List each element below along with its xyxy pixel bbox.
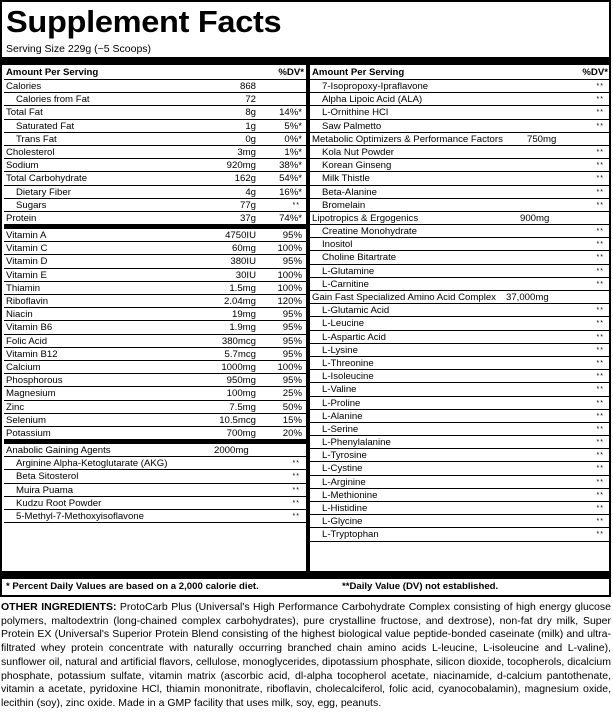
vitamin-dv: 120% [277,296,302,307]
nutrient-dv: 38%* [279,160,302,172]
ingredient-dv: ** [596,425,604,433]
vitamin-dv: 95% [282,256,302,268]
vitamin-name: Zinc [6,401,25,413]
vitamin-dv: 95% [282,375,302,387]
list-item [310,436,610,449]
vitamin-dv: 95% [282,309,302,321]
list-item [310,502,610,515]
vitamin-dv: 100% [277,269,302,281]
list-item [310,410,610,423]
amount-header: Amount Per Serving [312,67,405,78]
list-item [310,159,610,172]
vitamin-name: Thiamin [6,282,41,294]
vitamin-name: Riboflavin [6,296,49,307]
vitamin-name: Calcium [6,361,41,373]
list-item [310,225,610,238]
blend-name: Metabolic Optimizers & Performance Factors [312,133,503,145]
ingredient-dv: ** [596,505,604,512]
ingredient-dv: ** [596,412,604,420]
vitamin-amount: 10.5mcg [219,414,256,426]
blend-amount: 37,000mg [506,292,549,303]
ingredient-name: Inositol [322,239,353,251]
vitamin-amount: 700mg [226,427,256,439]
ingredient-dv: ** [596,452,604,460]
table-row [4,146,306,159]
ingredient-name: L-Proline [322,397,361,409]
vitamin-name: Niacin [6,309,33,321]
list-item [4,484,306,497]
right-column [310,67,610,542]
ingredient-name: L-Tryptophan [322,529,379,541]
blend-header [310,133,610,146]
blend-items [310,80,610,133]
nutrient-amount: 868 [239,81,256,92]
ingredient-dv: ** [596,188,604,196]
lipotropics-blend [310,212,610,291]
vitamin-dv: 95% [282,335,302,347]
ingredient-name: Kola Nut Powder [322,146,394,158]
ingredient-name: L-Glycine [322,516,363,528]
list-item [310,423,610,436]
vitamin-name: Vitamin B12 [6,348,58,360]
ingredient-dv: ** [596,83,604,90]
ingredient-name: L-Phenylalanine [322,437,391,449]
ingredient-name: L-Alanine [322,410,363,422]
nutrient-name: Calories from Fat [16,94,90,106]
ingredient-name: L-Arginine [322,476,366,488]
ingredient-dv: ** [596,96,604,104]
list-item [310,80,610,93]
list-item [310,462,610,475]
ingredient-name: Beta-Alanine [322,186,377,198]
list-item [310,331,610,344]
ingredient-name: L-Methionine [322,489,378,501]
nutrient-dv: 5%* [284,120,302,132]
nutrient-amount: 920mg [226,160,256,172]
list-item [310,146,610,159]
vitamin-name: Vitamin C [6,243,48,255]
ingredient-dv: ** [596,175,604,183]
list-item [310,357,610,370]
ingredient-name: L-Valine [322,384,357,396]
ingredient-name: L-Ornithine HCl [322,107,389,119]
table-row [4,186,306,199]
ingredient-dv: ** [292,460,300,468]
nutrient-amount: 0g [245,133,256,145]
list-item [310,265,610,278]
vitamin-name: Magnesium [6,388,56,400]
ingredient-dv: ** [596,465,604,473]
ingredient-dv: ** [292,473,300,481]
ingredient-dv: ** [596,518,604,526]
ingredient-name: 5-Methyl-7-Methoxyisoflavone [16,511,144,522]
ingredient-dv: ** [596,399,604,407]
list-item [310,238,610,251]
ingredient-dv: ** [596,478,604,486]
table-row [4,120,306,133]
ingredient-name: L-Threonine [322,357,374,369]
column-header [310,67,610,80]
table-row [4,414,306,427]
ingredient-dv: ** [596,241,604,249]
list-item [310,344,610,357]
table-row [4,401,306,414]
table-row [4,361,306,374]
ingredient-dv: ** [596,148,604,156]
table-row [4,212,306,225]
vitamin-amount: 19mg [232,309,256,321]
vitamin-amount: 2.04mg [224,296,256,307]
list-item [4,497,306,510]
nutrient-name: Cholesterol [6,146,55,158]
ingredient-dv: ** [596,320,604,328]
ingredient-dv: ** [596,333,604,341]
metabolic-blend [310,133,610,212]
table-row [4,308,306,321]
ingredient-name: L-Cystine [322,463,363,475]
vitamin-amount: 7.5mg [229,401,256,413]
ingredient-name: L-Lysine [322,344,358,356]
ingredient-name: Milk Thistle [322,173,370,185]
nutrient-name: Total Fat [6,107,43,119]
ingredient-name: Bromelain [322,199,366,211]
ingredient-name: L-Glutamine [322,265,375,277]
ingredient-name: Korean Ginseng [322,160,392,172]
ingredient-dv: ** [292,499,300,507]
blend-header [310,212,610,225]
blend-name: Lipotropics & Ergogenics [312,212,419,224]
blend-amount: 900mg [520,212,550,224]
ingredient-dv: ** [596,439,604,447]
vitamin-name: Vitamin E [6,269,47,281]
ingredient-dv: ** [596,280,604,288]
blend-name: Gain Fast Specialized Amino Acid Complex [312,292,496,303]
table-row [4,172,306,185]
table-row [4,80,306,93]
nutrient-amount: 3mg [237,146,256,158]
nutrient-dv: 1%* [284,146,302,158]
list-item [310,370,610,383]
vitamin-name: Potassium [6,427,51,439]
list-item [310,172,610,185]
table-row [4,374,306,387]
blend-amount: 2000mg [214,445,249,457]
nutrient-name: Protein [6,212,37,224]
list-item [4,457,306,470]
vitamin-dv: 100% [277,243,302,255]
nutrient-name: Sodium [6,160,39,172]
nutrient-name: Trans Fat [16,133,57,145]
vitamin-name: Phosphorous [6,375,63,387]
vitamin-name: Selenium [6,414,46,426]
list-item [310,278,610,291]
list-item [310,489,610,502]
nutrient-dv: 74%* [279,212,302,224]
vitamin-dv: 95% [282,230,302,242]
vitamin-amount: 380IU [230,256,256,268]
ingredient-name: Creatine Monohydrate [322,226,417,238]
vitamin-dv: 20% [282,427,302,439]
table-row [4,229,306,242]
ingredient-name: Beta Sitosterol [16,471,79,483]
list-item [4,510,306,523]
list-item [310,317,610,330]
table-row [4,242,306,255]
ingredient-name: L-Leucine [322,318,365,330]
nutrient-amount: 8g [245,107,256,119]
vitamin-amount: 100mg [226,388,256,400]
divider [2,57,609,65]
vitamin-name: Folic Acid [6,335,48,347]
vitamin-amount: 1000mg [221,361,256,373]
vitamin-dv: 100% [277,282,302,294]
ingredient-dv: ** [596,491,604,499]
nutrient-amount: 162g [234,173,256,185]
nutrient-name: Saturated Fat [16,120,75,132]
nutrient-amount: 4g [245,186,256,198]
ingredient-dv: ** [596,267,604,275]
nutrient-dv: 0%* [284,133,302,145]
column-header [4,67,306,80]
nutrient-name: Sugars [16,199,47,211]
vitamin-dv: 25% [282,388,302,400]
ingredient-dv: ** [596,531,604,539]
left-column [4,67,306,523]
table-row [4,295,306,308]
table-row [4,255,306,268]
ingredient-dv: ** [596,307,604,315]
vitamin-amount: 60mg [232,243,256,255]
vitamin-amount: 5.7mcg [224,348,256,360]
blend-header [4,444,306,457]
ingredients-label: OTHER INGREDIENTS: [1,601,117,613]
table-row [4,427,306,440]
table-row [4,282,306,295]
nutrient-dv: 14%* [279,107,302,119]
ingredient-name: L-Tyrosine [322,450,367,462]
legend-percent: * Percent Daily Values are based on a 2,000 calorie diet. [6,581,259,592]
ingredient-dv: ** [292,486,300,494]
blend-header [310,291,610,304]
dv-legend [6,581,499,593]
nutrient-dv: ** [292,201,300,209]
list-item [310,251,610,264]
table-row [4,159,306,172]
ingredient-dv: ** [596,162,604,170]
dv-header: %DV* [278,67,304,78]
ingredient-name: Alpha Lipoic Acid (ALA) [322,94,423,106]
dv-header: %DV* [582,67,608,78]
vitamin-list [4,229,306,440]
nutrient-dv: 16%* [279,186,302,198]
table-row [4,199,306,212]
list-item [310,186,610,199]
divider [2,571,609,579]
vitamin-name: Vitamin B6 [6,322,53,334]
table-row [4,335,306,348]
ingredient-dv: ** [596,359,604,367]
table-row [4,93,306,106]
vitamin-amount: 380mcg [221,335,256,347]
ingredient-name: L-Serine [322,423,359,435]
anabolic-blend [4,444,306,523]
list-item [310,515,610,528]
vitamin-amount: 30IU [235,269,256,281]
ingredient-dv: ** [596,346,604,354]
vitamin-dv: 50% [282,401,302,413]
page-title: Supplement Facts [6,4,282,39]
nutrient-dv: 54%* [279,173,302,185]
ingredient-name: L-Aspartic Acid [322,331,386,343]
nutrient-name: Total Carbohydrate [6,173,88,185]
table-row [4,387,306,400]
nutrient-amount: 1g [245,120,256,132]
ingredient-dv: ** [596,386,604,394]
serving-size: Serving Size 229g (~5 Scoops) [6,43,152,55]
vitamin-name: Vitamin A [6,230,47,242]
nutrient-name: Calories [6,81,42,92]
table-row [4,133,306,146]
legend-not-established: **Daily Value (DV) not established. [342,581,499,592]
ingredient-dv: ** [596,254,604,262]
blend-name: Anabolic Gaining Agents [6,445,111,457]
list-item [310,93,610,106]
vitamin-dv: 95% [282,322,302,334]
nutrient-list [4,80,306,225]
other-ingredients [1,601,611,711]
nutrient-name: Dietary Fiber [16,186,71,198]
vitamin-dv: 95% [282,348,302,360]
nutrient-amount: 77g [239,199,256,211]
vitamin-amount: 950mg [226,375,256,387]
ingredient-name: Kudzu Root Powder [16,497,102,509]
ingredients-text: ProtoCarb Plus (Universal's High Performance Carbohydrate Complex consisting of high energy glucose polymers, maltodextrin (long-chained complex carbohydrates), pure crystalline fructose, and dextrose), non-fat dry milk, Super Protein EX (Universal's Superior Protein Blend consisting of the highest biological value peptide-bonded caseinate (milk) and ultra-filtrated whey protein concentrate with naturally occurring branched chain amino acids L-leucine, L-isoleucine and L-valine), sunflower oil, natural and artificial flavors, cellulose, monoglycerides, dipotassium phosphate, silicon dioxide, tocopherols, dicalcium phosphate, potassium sulfate, vitamin matrix (ascorbic acid, dl-alpha tocopherol acetate, niacinamide, d-calcium pantothenate, vitamin a acetate, pyridoxine HCl, thiamin mononitrate, riboflavin, cholecalciferol, folic acid, cyanocobalamin), magnesium oxide, lecithin (soy), zinc oxide. Made in a GMP facility that uses milk, soy, egg, peanuts. [1,601,611,709]
table-row [4,321,306,334]
nutrient-amount: 72 [245,94,256,106]
table-row [4,269,306,282]
list-item [310,199,610,212]
vitamin-dv: 15% [282,414,302,426]
amount-header: Amount Per Serving [6,67,99,78]
list-item [310,383,610,396]
amino-blend [310,291,610,542]
ingredient-name: 7-Isopropoxy-Ipraflavone [322,81,429,92]
ingredient-name: L-Histidine [322,503,368,514]
ingredient-dv: ** [596,373,604,381]
vitamin-name: Vitamin D [6,256,48,268]
list-item [310,106,610,119]
vitamin-amount: 1.5mg [229,282,256,294]
list-item [4,470,306,483]
list-item [310,528,610,541]
list-item [310,449,610,462]
table-row [4,348,306,361]
ingredient-dv: ** [292,513,300,520]
vitamin-dv: 100% [277,361,302,373]
nutrient-amount: 37g [239,212,256,224]
ingredient-name: Choline Bitartrate [322,252,397,264]
ingredient-dv: ** [596,122,604,130]
ingredient-name: L-Glutamic Acid [322,305,390,317]
blend-amount: 750mg [527,133,557,145]
ingredient-name: L-Isoleucine [322,371,374,383]
ingredient-name: L-Carnitine [322,278,369,290]
ingredient-dv: ** [596,228,604,236]
ingredient-name: Muira Puama [16,484,74,496]
vitamin-amount: 4750IU [225,230,256,242]
ingredient-dv: ** [596,201,604,209]
table-row [4,106,306,119]
list-item [310,397,610,410]
list-item [310,304,610,317]
list-item [310,120,610,133]
ingredient-dv: ** [596,109,604,117]
ingredient-name: Saw Palmetto [322,120,382,132]
vitamin-amount: 1.9mg [229,322,256,334]
ingredient-name: Arginine Alpha-Ketoglutarate (AKG) [16,458,168,470]
list-item [310,476,610,489]
